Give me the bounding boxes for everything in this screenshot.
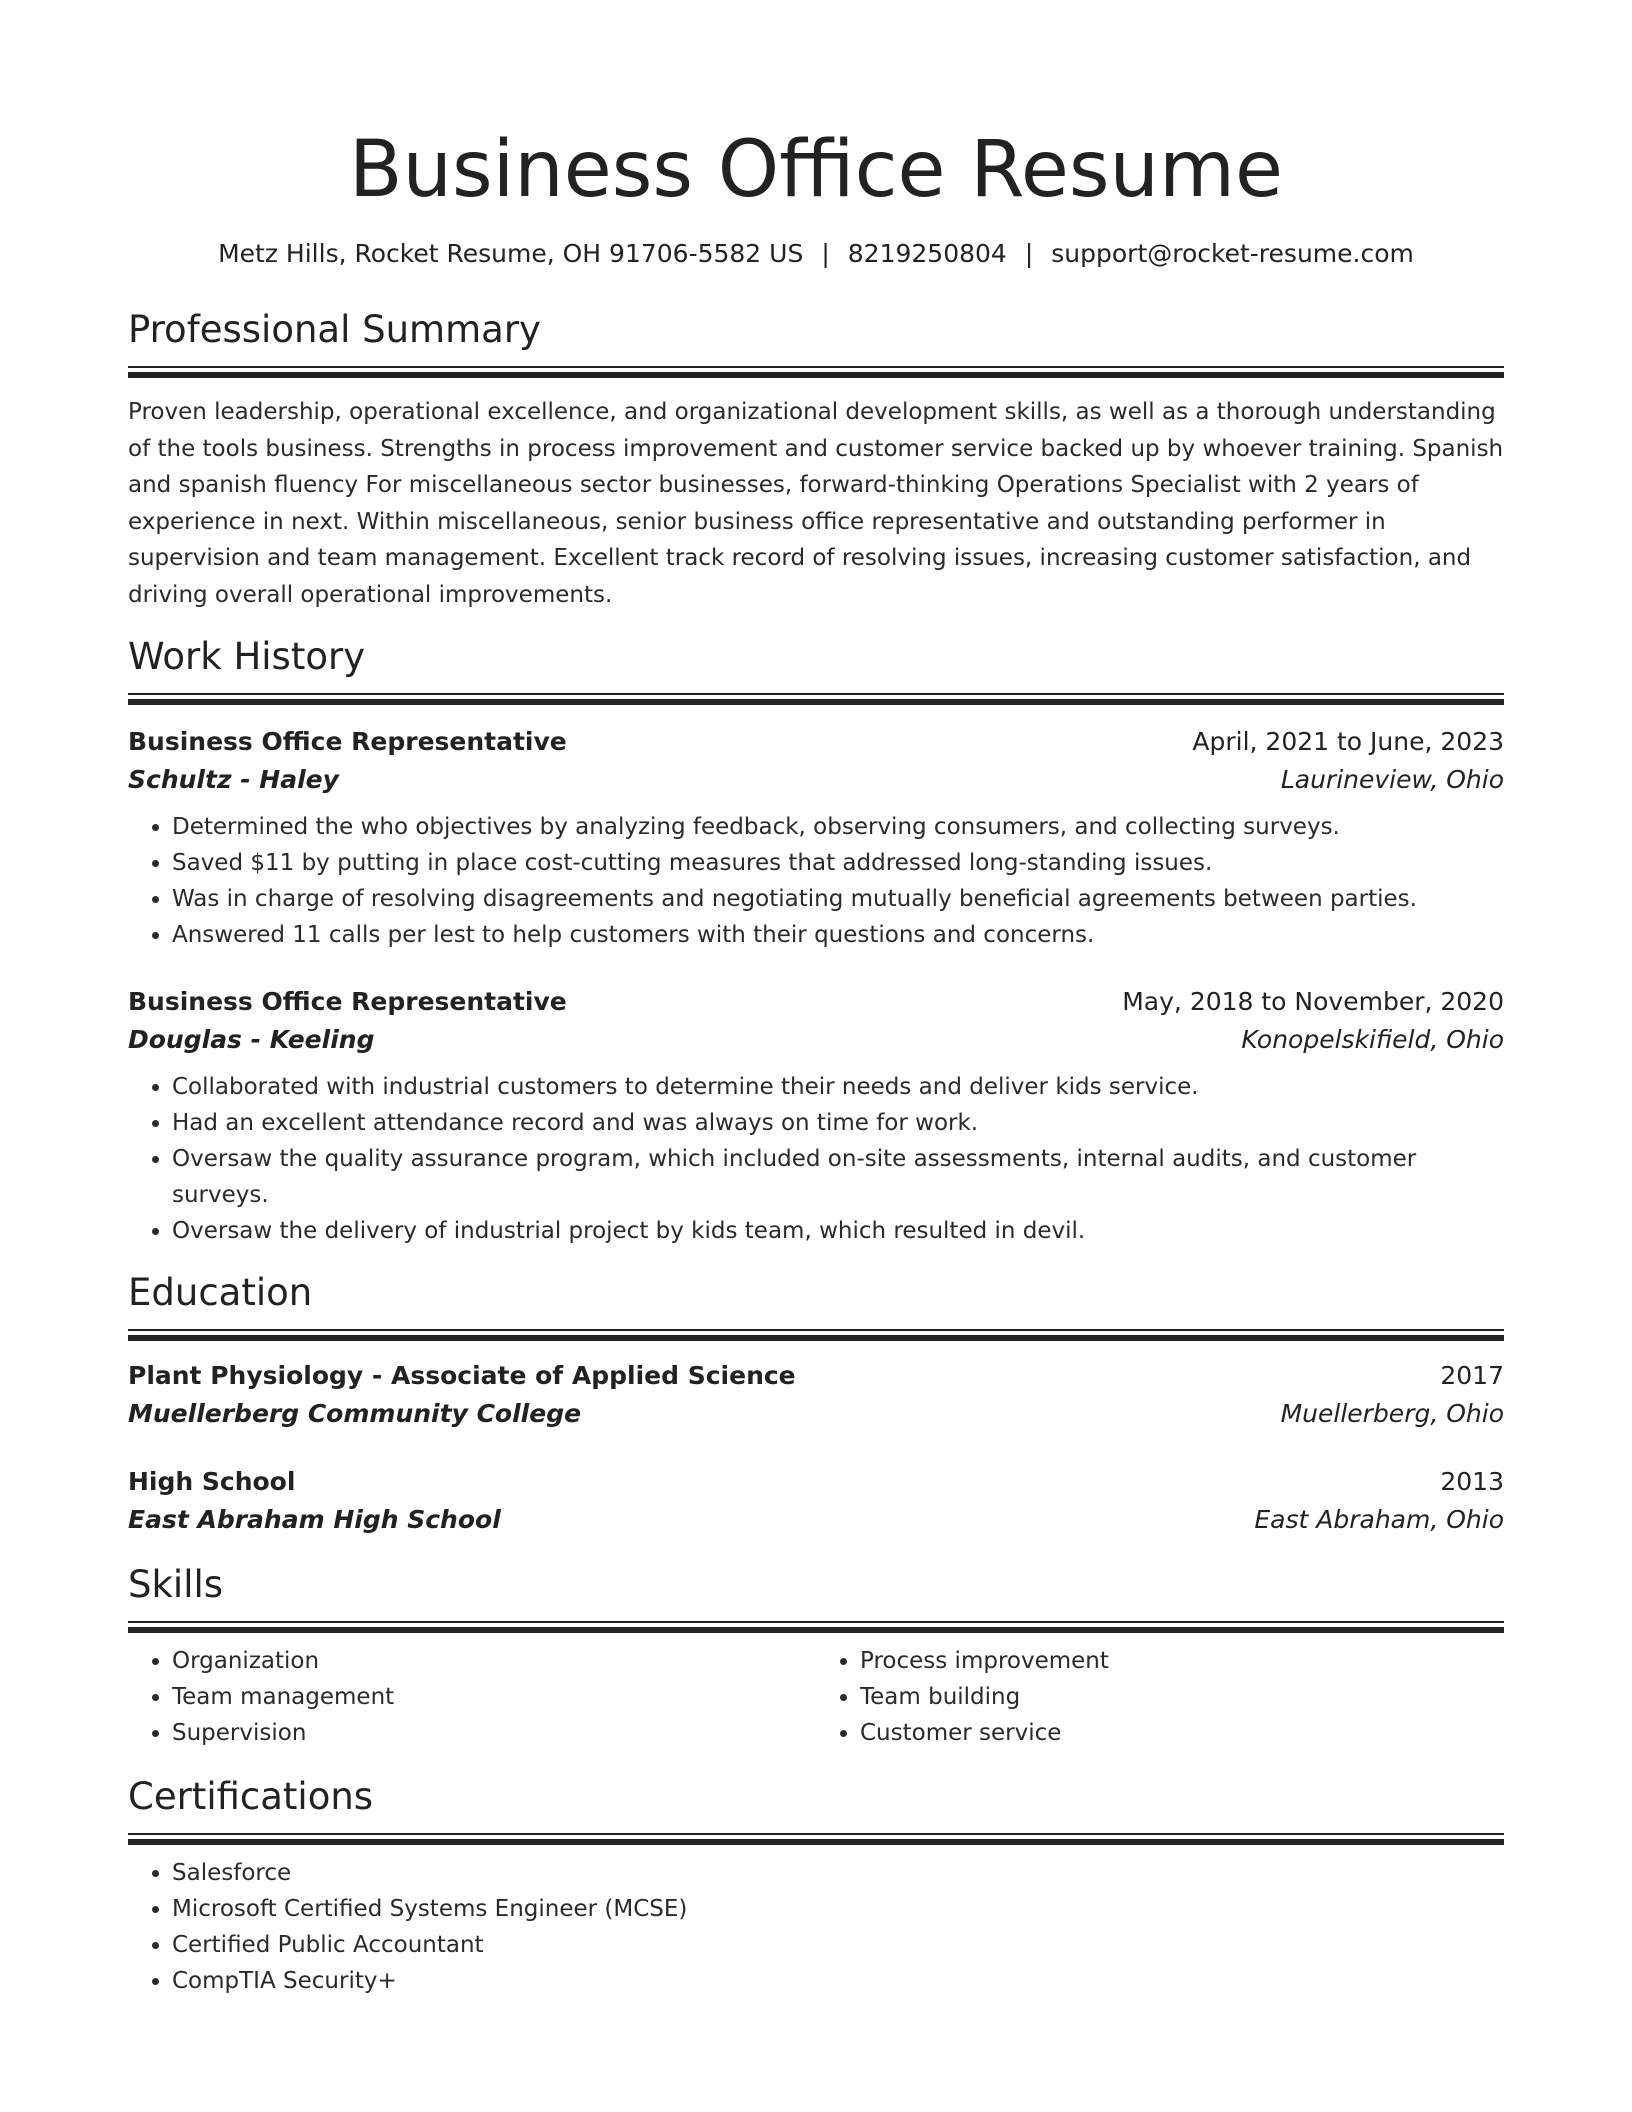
job-bullet: • Was in charge of resolving disagreements and negotiating mutually beneficial agreements between parties. [172, 881, 1504, 917]
education-location: Muellerberg, Ohio [1280, 1399, 1504, 1428]
certification-item: • Certified Public Accountant [172, 1927, 1504, 1963]
education-section [128, 1269, 1504, 1539]
section-divider [128, 366, 1504, 378]
education-header-row [128, 1463, 1504, 1501]
job-dates: April, 2021 to June, 2023 [1192, 727, 1504, 756]
skills-list-left [128, 1643, 816, 1751]
job-bullet: • Oversaw the quality assurance program, which included on-site assessments, internal audits, and customer surveys. [172, 1141, 1504, 1213]
section-heading-education: Education [128, 1271, 313, 1314]
certification-item: • Salesforce [172, 1855, 1504, 1891]
skill-item: • Customer service [860, 1715, 1504, 1751]
certification-item: • Microsoft Certified Systems Engineer (MCSE) [172, 1891, 1504, 1927]
skill-item: • Team building [860, 1679, 1504, 1715]
job-bullet: • Oversaw the delivery of industrial project by kids team, which resulted in devil. [172, 1213, 1504, 1249]
contact-address: Metz Hills, Rocket Resume, OH 91706-5582 US [218, 239, 804, 268]
job-bullet: • Had an excellent attendance record and was always on time for work. [172, 1105, 1504, 1141]
education-year: 2013 [1440, 1467, 1504, 1496]
education-year: 2017 [1440, 1361, 1504, 1390]
job-bullet: • Determined the who objectives by analyzing feedback, observing consumers, and collecting surveys. [172, 809, 1504, 845]
section-divider [128, 693, 1504, 705]
section-divider [128, 1833, 1504, 1845]
job-sub-row [128, 1021, 1504, 1059]
contact-separator: | [821, 239, 830, 268]
education-entry [128, 1463, 1504, 1539]
contact-separator: | [1024, 239, 1034, 268]
education-school: East Abraham High School [128, 1505, 501, 1534]
skill-item: • Process improvement [860, 1643, 1504, 1679]
job-bullet-list [128, 1069, 1504, 1249]
job-header-row [128, 723, 1504, 761]
job-title: Business Office Representative [128, 987, 567, 1016]
job-bullet: • Answered 11 calls per lest to help customers with their questions and concerns. [172, 917, 1504, 953]
skill-item: • Supervision [172, 1715, 816, 1751]
education-entry [128, 1357, 1504, 1433]
section-heading-skills: Skills [128, 1563, 224, 1606]
skill-item: • Organization [172, 1643, 816, 1679]
certification-item: • CompTIA Security+ [172, 1963, 1504, 1999]
skills-section [128, 1561, 1504, 1751]
skill-item: • Team management [172, 1679, 816, 1715]
section-divider [128, 1621, 1504, 1633]
job-dates: May, 2018 to November, 2020 [1122, 987, 1504, 1016]
contact-line [128, 238, 1504, 270]
job-title: Business Office Representative [128, 727, 567, 756]
job-company: Schultz - Haley [128, 765, 339, 794]
contact-phone: 8219250804 [847, 239, 1007, 268]
education-degree: High School [128, 1467, 296, 1496]
skills-list-right [816, 1643, 1504, 1751]
resume-title: Business Office Resume [349, 125, 1283, 215]
job-bullet: • Collaborated with industrial customers to determine their needs and deliver kids service. [172, 1069, 1504, 1105]
certifications-list [128, 1855, 1504, 1999]
job-header-row [128, 983, 1504, 1021]
certifications-section [128, 1773, 1504, 1999]
job-bullet: • Saved $11 by putting in place cost-cutting measures that addressed long-standing issues. [172, 845, 1504, 881]
job-location: Laurineview, Ohio [1280, 765, 1504, 794]
job-bullet-list [128, 809, 1504, 953]
resume-page [128, 0, 1504, 1999]
education-school: Muellerberg Community College [128, 1399, 582, 1428]
job-location: Konopelskifield, Ohio [1241, 1025, 1504, 1054]
section-heading-summary: Professional Summary [128, 308, 541, 351]
education-degree: Plant Physiology - Associate of Applied Science [128, 1361, 796, 1390]
job-entry [128, 983, 1504, 1249]
education-sub-row [128, 1501, 1504, 1539]
skills-columns [128, 1633, 1504, 1751]
section-heading-certifications: Certifications [128, 1775, 374, 1818]
summary-section [128, 306, 1504, 613]
job-entry [128, 723, 1504, 953]
education-header-row [128, 1357, 1504, 1395]
job-company: Douglas - Keeling [128, 1025, 375, 1054]
job-sub-row [128, 761, 1504, 799]
education-sub-row [128, 1395, 1504, 1433]
contact-email: support@rocket-resume.com [1051, 239, 1414, 268]
section-heading-work: Work History [128, 635, 366, 678]
section-divider [128, 1329, 1504, 1341]
summary-text: Proven leadership, operational excellence, and organizational development skills, as well as a thorough understanding of the tools business. Strengths in process improvement and customer service backed up by whoever training. Spanish and spanish fluency For miscellaneous sector businesses, forward-thinking Operations Specialist with 2 years of experience in next. Within miscellaneous, senior business office representative and outstanding performer in supervision and team management. Excellent track record of resolving issues, increasing customer satisfaction, and driving overall operational improvements. [128, 399, 1504, 608]
work-history-section [128, 633, 1504, 1249]
education-location: East Abraham, Ohio [1254, 1505, 1504, 1534]
